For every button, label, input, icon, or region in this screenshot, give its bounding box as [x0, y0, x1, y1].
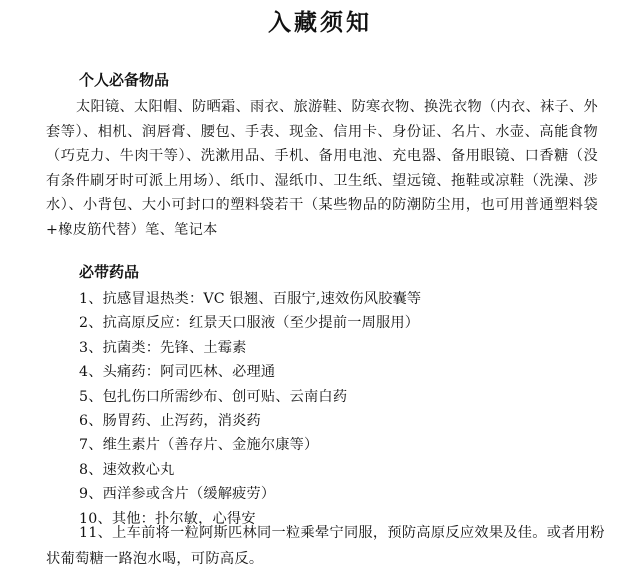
section-heading-personal-items: 个人必备物品: [79, 71, 170, 89]
medicine-item: 5、包扎伤口所需纱布、创可贴、云南白药: [79, 388, 348, 405]
medicine-item: 2、抗高原反应：红景天口服液（至少提前一周服用）: [79, 315, 420, 332]
medicine-list: [0, 287, 640, 531]
medicine-item: 9、西洋参或含片（缓解疲劳）: [79, 486, 276, 503]
page-title: 入藏须知: [268, 10, 372, 36]
personal-items-paragraph: 太阳镜、太阳帽、防晒霜、雨衣、旅游鞋、防寒衣物、换洗衣物（内衣、袜子、外套等）、相机、润唇膏、腰包、手表、现金、信用卡、身份证、名片、水壶、高能食物（巧克力、牛肉干等）、洗漱用品、手机、备用电池、充电器、备用眼镜、口香糖（没有条件刷牙时可派上用场）、纸巾、湿纸巾、卫生纸、望远镜、拖鞋或凉鞋（洗澡、涉水）、小背包、大小可封口的塑料袋若干（某些物品的防潮防尘用，也可用普通塑料袋+橡皮筋代替）笔、笔记本: [46, 99, 598, 238]
medicine-item: 8、速效救心丸: [79, 461, 175, 478]
medicine-item-last-note: 11、上车前将一粒阿斯匹林同一粒乘晕宁同服，预防高原反应效果及佳。或者用粉状葡萄糖一路泡水喝，可防高反。: [46, 525, 605, 567]
medicine-item: 4、头痛药：阿司匹林、必理通: [79, 364, 276, 381]
medicine-item: 6、肠胃药、止泻药，消炎药: [79, 412, 261, 429]
medicine-item: 7、维生素片（善存片、金施尔康等）: [79, 437, 319, 454]
medicine-item: 10、其他：扑尔敏，心得安: [79, 510, 256, 527]
medicine-item: 1、抗感冒退热类：VC 银翘、百服宁,速效伤风胶囊等: [79, 291, 422, 307]
section-heading-medicine: 必带药品: [79, 263, 140, 281]
medicine-item: 3、抗菌类：先锋、土霉素: [79, 339, 247, 356]
